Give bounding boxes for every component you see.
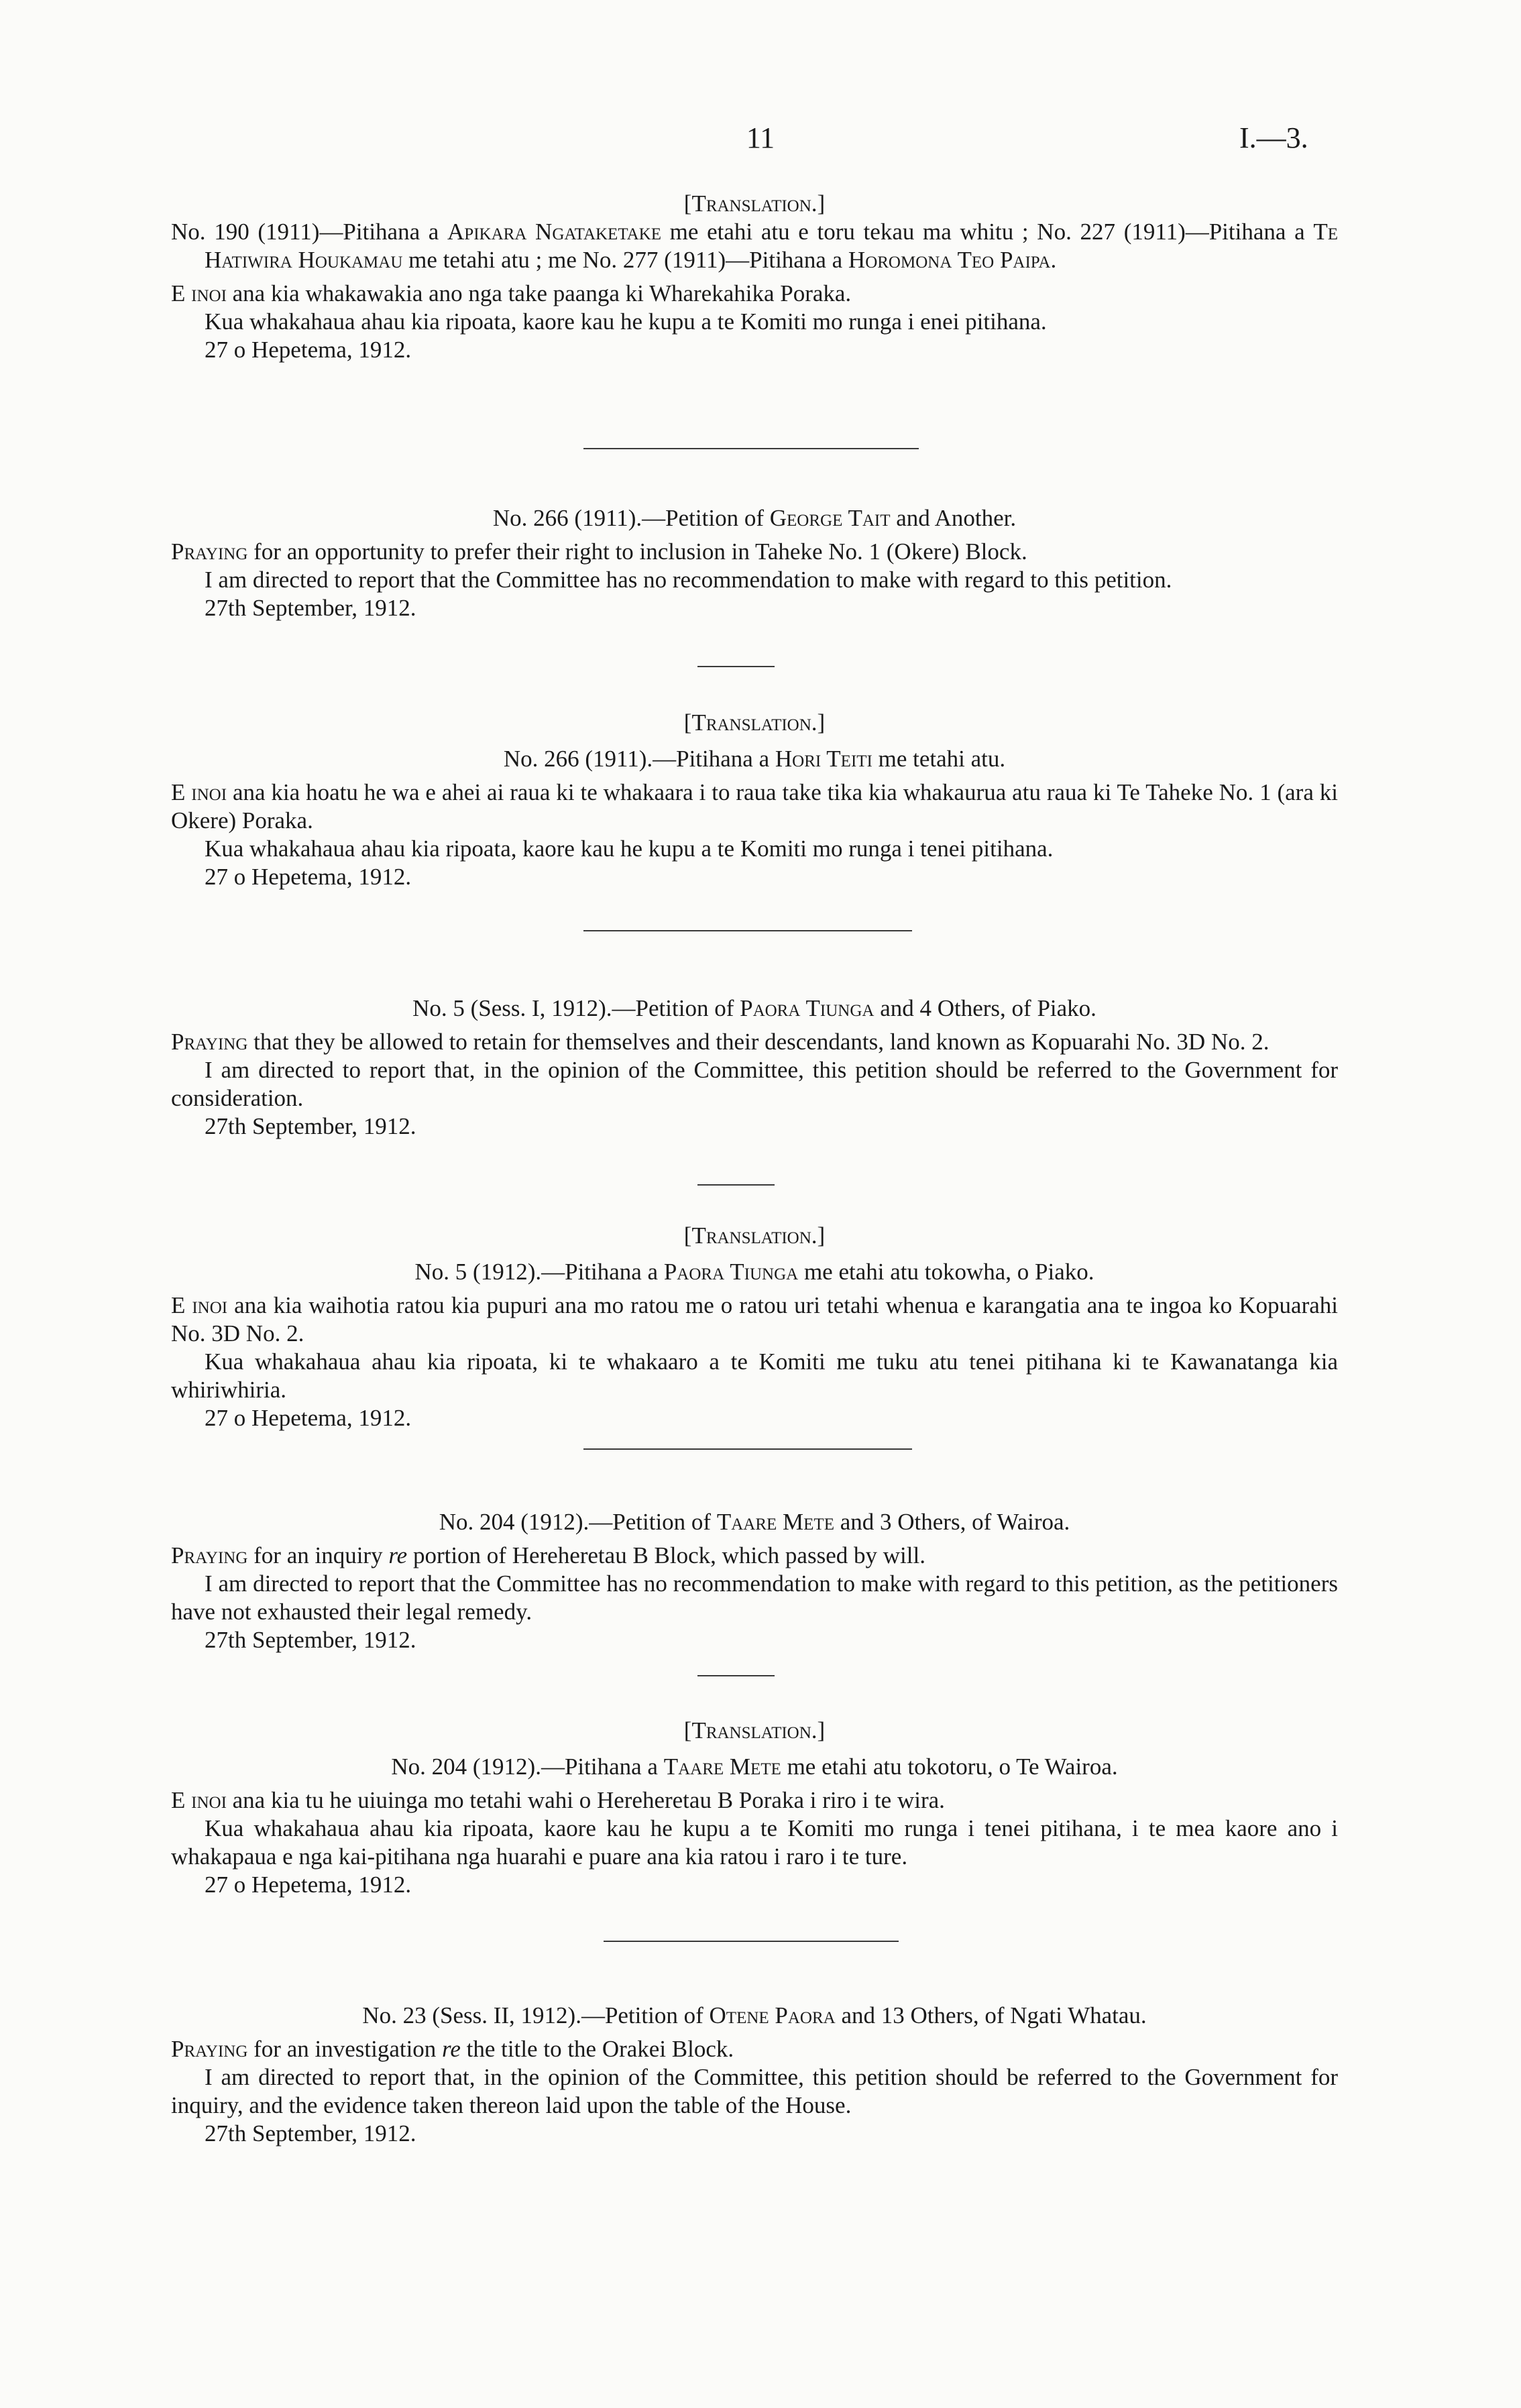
- prayer-paragraph: E inoi ana kia waihotia ratou kia pupuri ana mo ratou me o ratou uri tetahi whenua e karangatia ana te ingoa ko Kopuarahi No. 3D No. 2.: [171, 1292, 1338, 1346]
- prayer-paragraph: E inoi ana kia hoatu he wa e ahei ai raua ki te whakaara i to raua take tika kia whakaurua atu raua ki Te Taheke No. 1 (ara ki Okere) Poraka.: [171, 779, 1338, 834]
- report-date: 27th September, 1912.: [205, 1113, 416, 1139]
- report-date: 27 o Hepetema, 1912.: [205, 1872, 412, 1898]
- section-divider: [583, 1448, 912, 1450]
- section-petition-204: [171, 1508, 1338, 1654]
- report-paragraph: Kua whakahaua ahau kia ripoata, ki te whakaaro a te Komiti me tuku atu tenei pitihana ki te Kawanatanga kia whiriwhiria.: [171, 1349, 1338, 1403]
- section-petition-190-translation: [171, 190, 1338, 364]
- petition-title: No. 23 (Sess. II, 1912).—Petition of Otene Paora and 13 Others, of Ngati Whatau.: [362, 2002, 1147, 2028]
- section-petition-5-translation: [171, 1222, 1338, 1432]
- section-petition-266: [171, 504, 1338, 622]
- petition-title: No. 5 (1912).—Pitihana a Paora Tiunga me etahi atu tokowha, o Piako.: [414, 1259, 1094, 1285]
- petition-title: No. 204 (1912).—Petition of Taare Mete and 3 Others, of Wairoa.: [439, 1509, 1070, 1535]
- section-petition-5: [171, 994, 1338, 1141]
- prayer-paragraph: E inoi ana kia whakawakia ano nga take paanga ki Wharekahika Poraka.: [171, 280, 852, 306]
- section-divider: [604, 1941, 899, 1942]
- prayer-paragraph: E inoi ana kia tu he uiuinga mo tetahi wahi o Hereheretau B Poraka i riro i te wira.: [171, 1787, 945, 1813]
- translation-label: [Translation.]: [683, 1717, 826, 1743]
- page-number: 11: [746, 121, 775, 154]
- section-divider: [697, 1184, 775, 1186]
- section-petition-204-translation: [171, 1717, 1338, 1899]
- prayer-paragraph: Praying that they be allowed to retain for themselves and their descendants, land known as Kopuarahi No. 3D No. 2.: [171, 1029, 1270, 1055]
- petition-title: No. 266 (1911).—Petition of George Tait and Another.: [492, 505, 1017, 531]
- petition-title: No. 5 (Sess. I, 1912).—Petition of Paora Tiunga and 4 Others, of Piako.: [412, 995, 1096, 1021]
- report-paragraph: I am directed to report that, in the opinion of the Committee, this petition should be referred to the Government for consideration.: [171, 1057, 1338, 1111]
- translation-label: [Translation.]: [683, 190, 826, 217]
- translation-label: [Translation.]: [683, 709, 826, 736]
- document-reference: I.—3.: [1239, 121, 1308, 154]
- report-date: 27th September, 1912.: [205, 595, 416, 621]
- prayer-paragraph: Praying for an opportunity to prefer their right to inclusion in Taheke No. 1 (Okere) Block.: [171, 538, 1027, 565]
- translation-label: [Translation.]: [683, 1222, 826, 1249]
- section-petition-23: [171, 2002, 1338, 2148]
- report-paragraph: Kua whakahaua ahau kia ripoata, kaore kau he kupu a te Komiti mo runga i tenei pitihana.: [205, 836, 1054, 862]
- report-date: 27 o Hepetema, 1912.: [205, 864, 412, 890]
- report-date: 27 o Hepetema, 1912.: [205, 337, 412, 363]
- report-paragraph: Kua whakahaua ahau kia ripoata, kaore kau he kupu a te Komiti mo runga i tenei pitihana, i te mea kaore ano i whakapaua e nga kai-pitihana nga huarahi e puare ana kia ratou i raro i te ture.: [171, 1815, 1338, 1870]
- prayer-paragraph: Praying for an investigation re the title to the Orakei Block.: [171, 2036, 734, 2062]
- prayer-paragraph: Praying for an inquiry re portion of Hereheretau B Block, which passed by will.: [171, 1542, 925, 1568]
- section-divider: [697, 1675, 775, 1676]
- report-paragraph: I am directed to report that, in the opinion of the Committee, this petition should be referred to the Government for inquiry, and the evidence taken thereon laid upon the table of the House.: [171, 2064, 1338, 2118]
- section-divider: [583, 448, 919, 449]
- section-petition-266-translation: [171, 709, 1338, 891]
- report-paragraph: I am directed to report that the Committee has no recommendation to make with regard to this petition.: [205, 567, 1172, 593]
- report-date: 27 o Hepetema, 1912.: [205, 1405, 412, 1431]
- report-paragraph: I am directed to report that the Committee has no recommendation to make with regard to this petition, as the petitioners have not exhausted their legal remedy.: [171, 1570, 1338, 1625]
- section-divider: [583, 930, 912, 931]
- report-date: 27th September, 1912.: [205, 2120, 416, 2146]
- section-divider: [697, 666, 775, 667]
- report-paragraph: Kua whakahaua ahau kia ripoata, kaore kau he kupu a te Komiti mo runga i enei pitihana.: [205, 308, 1047, 335]
- report-date: 27th September, 1912.: [205, 1627, 416, 1653]
- petition-title: No. 204 (1912).—Pitihana a Taare Mete me etahi atu tokotoru, o Te Wairoa.: [391, 1754, 1118, 1780]
- petition-title: No. 266 (1911).—Pitihana a Hori Teiti me tetahi atu.: [503, 746, 1006, 772]
- section-heading: No. 190 (1911)—Pitihana a Apikara Ngataketake me etahi atu e toru tekau ma whitu ; No. 227 (1911)—Pitihana a Te Hatiwira Houkamau me tetahi atu ; me No. 277 (1911)—Pitihana a Horomona Teo Paipa.: [171, 219, 1338, 273]
